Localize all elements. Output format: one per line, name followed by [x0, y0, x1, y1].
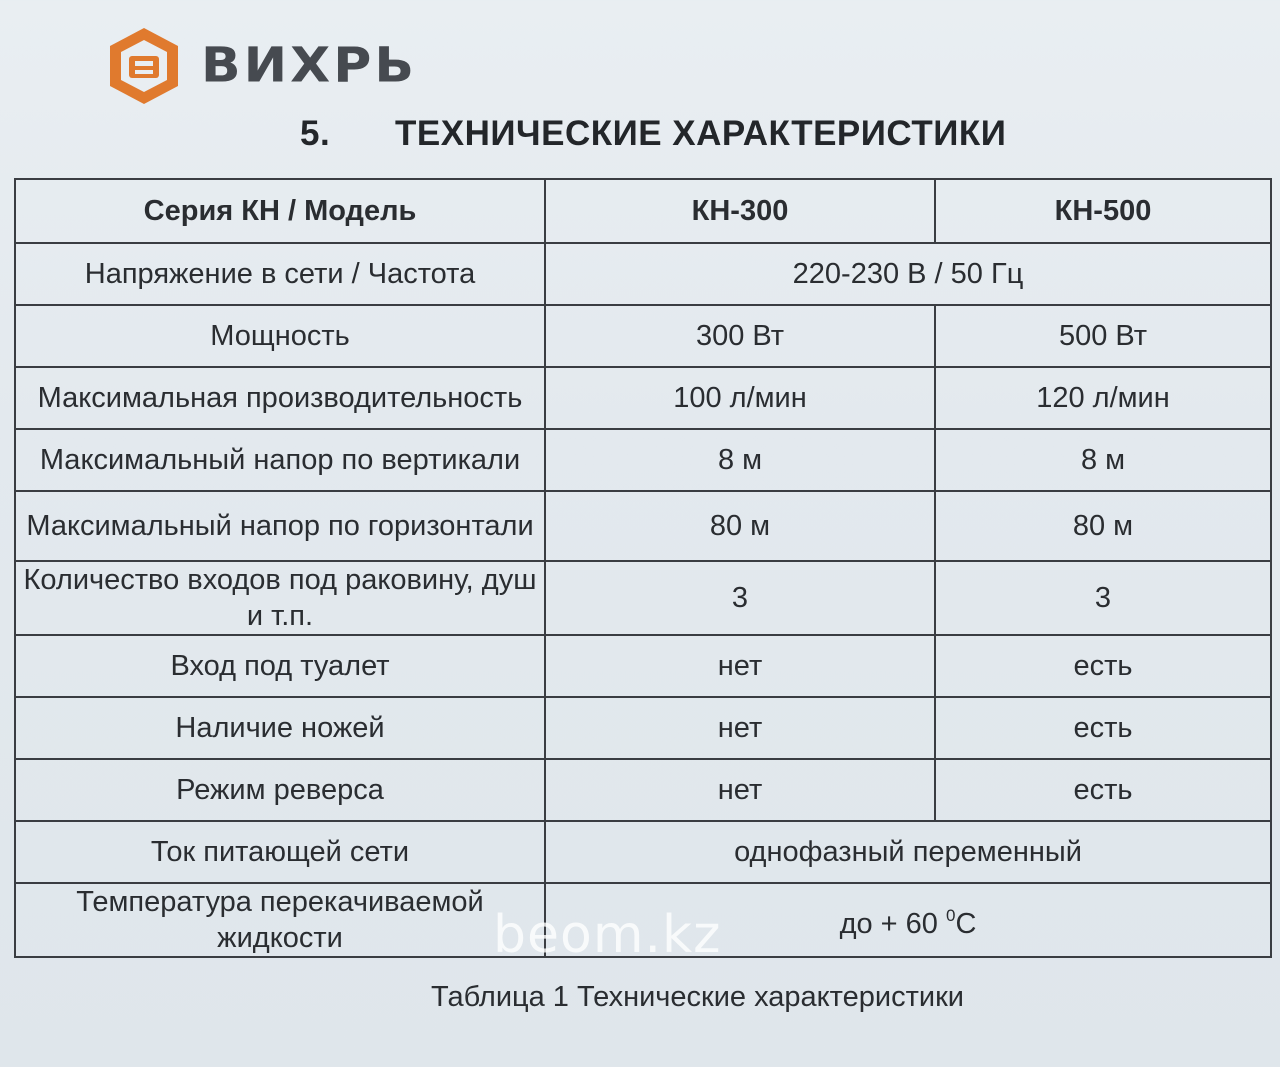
row-label: Максимальная производительность [15, 367, 545, 429]
temperature-value: до + 60 [839, 908, 946, 940]
row-label: Максимальный напор по горизонтали [15, 491, 545, 561]
row-label: Наличие ножей [15, 697, 545, 759]
header-model-1: КН-300 [545, 179, 935, 243]
temperature-degree: 0 [946, 906, 956, 925]
table-row [15, 491, 1271, 561]
row-label: Вход под туалет [15, 635, 545, 697]
row-value [545, 883, 1271, 957]
row-value: 220-230 В / 50 Гц [545, 243, 1271, 305]
table-row [15, 305, 1271, 367]
table-row [15, 243, 1271, 305]
section-title: ТЕХНИЧЕСКИЕ ХАРАКТЕРИСТИКИ [395, 114, 1007, 153]
header-label: Серия КН / Модель [15, 179, 545, 243]
section-heading [300, 114, 1006, 154]
table-row [15, 697, 1271, 759]
table-row [15, 561, 1271, 635]
brand-name: ВИХРЬ [201, 38, 417, 94]
row-value-1: 300 Вт [545, 305, 935, 367]
table-row [15, 429, 1271, 491]
table-row [15, 635, 1271, 697]
row-value: однофазный переменный [545, 821, 1271, 883]
header-model-2: КН-500 [935, 179, 1271, 243]
row-value-1: нет [545, 697, 935, 759]
table-row [15, 367, 1271, 429]
row-value-1: 100 л/мин [545, 367, 935, 429]
table-row [15, 759, 1271, 821]
row-value-2: есть [935, 697, 1271, 759]
row-label: Мощность [15, 305, 545, 367]
spec-table [14, 178, 1272, 958]
row-value-1: 3 [545, 561, 935, 635]
brand-logo-icon [107, 26, 181, 106]
row-value-1: нет [545, 635, 935, 697]
row-value-2: 3 [935, 561, 1271, 635]
row-value-2: 8 м [935, 429, 1271, 491]
table-caption: Таблица 1 Технические характеристики [431, 981, 964, 1013]
table-row [15, 883, 1271, 957]
row-value-2: 120 л/мин [935, 367, 1271, 429]
row-label: Напряжение в сети / Частота [15, 243, 545, 305]
row-value-1: нет [545, 759, 935, 821]
temperature-unit: С [955, 908, 977, 940]
row-label: Количество входов под раковину, душ и т.п. [15, 561, 545, 635]
table-header-row [15, 179, 1271, 243]
row-label: Максимальный напор по вертикали [15, 429, 545, 491]
row-label: Температура перекачиваемой жидкости [15, 883, 545, 957]
row-label: Ток питающей сети [15, 821, 545, 883]
row-value-1: 8 м [545, 429, 935, 491]
row-value-1: 80 м [545, 491, 935, 561]
row-value-2: есть [935, 635, 1271, 697]
brand-logo [107, 26, 417, 106]
row-label: Режим реверса [15, 759, 545, 821]
section-number: 5. [300, 114, 331, 153]
row-value-2: 500 Вт [935, 305, 1271, 367]
watermark: beom.kz [493, 905, 722, 965]
table-row [15, 821, 1271, 883]
row-value-2: есть [935, 759, 1271, 821]
row-value-2: 80 м [935, 491, 1271, 561]
